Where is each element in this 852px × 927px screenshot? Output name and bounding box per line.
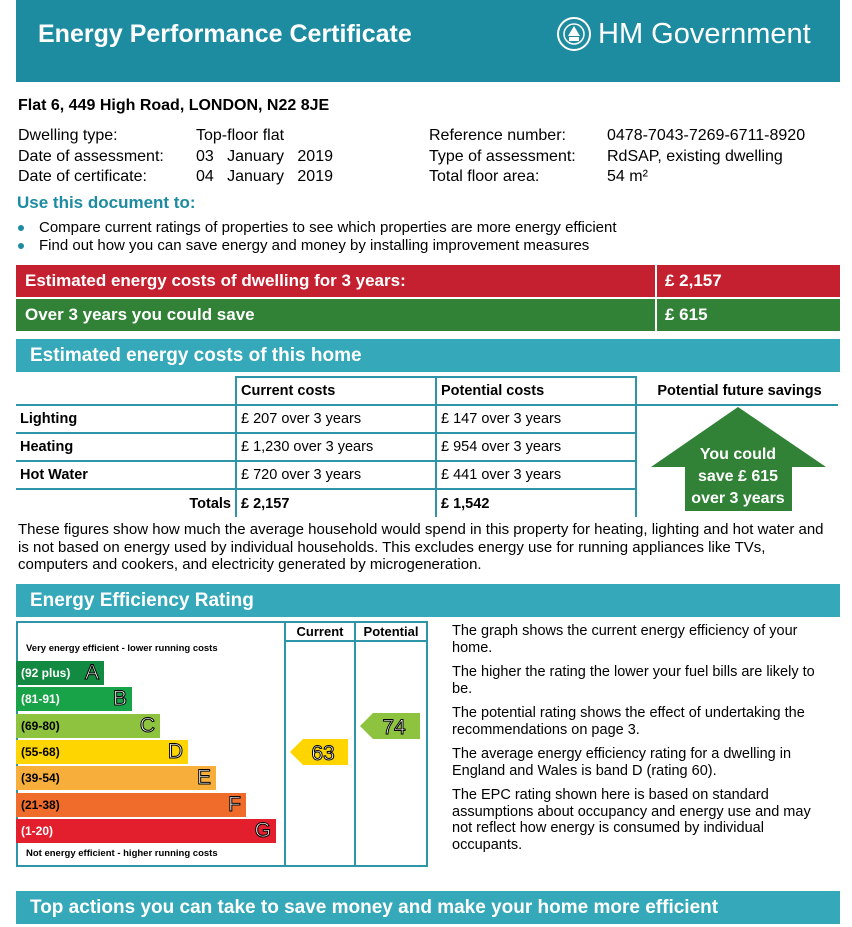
band-letter: F	[228, 792, 241, 816]
table-row: Heating £ 1,230 over 3 years £ 954 over 3 years	[16, 433, 838, 461]
potential-column-header: Potential	[363, 624, 419, 639]
assessment-type-value: RdSAP, existing dwelling	[607, 148, 783, 165]
use-document-heading: Use this document to:	[17, 193, 196, 212]
band-range: (1-20)	[21, 823, 54, 838]
col-current: Current costs	[236, 377, 436, 405]
rating-section-heading: Energy Efficiency Rating	[16, 584, 840, 617]
band-letter: E	[196, 766, 211, 790]
potential-rating-arrow	[360, 713, 420, 739]
totals-row: Totals £ 2,157 £ 1,542	[16, 489, 838, 517]
estimated-cost-label: Estimated energy costs of dwelling for 3 years:	[16, 265, 657, 297]
page-title: Energy Performance Certificate	[38, 20, 412, 48]
rating-band-d	[16, 740, 188, 764]
explanation-3: The potential rating shows the effect of undertaking the recommendations on page 3.	[452, 705, 805, 738]
rating-band-b	[16, 687, 132, 711]
date-assessment-label: Date of assessment:	[18, 148, 164, 165]
band-range: (39-54)	[21, 771, 60, 786]
band-letter: C	[139, 713, 155, 737]
band-range: (81-91)	[21, 692, 60, 707]
savings-value: £ 615	[665, 305, 708, 324]
band-range: (92 plus)	[21, 666, 71, 680]
top-scale-text: Very energy efficient - lower running costs	[26, 643, 218, 654]
table-row: Hot Water £ 720 over 3 years £ 441 over 3 years	[16, 461, 838, 489]
band-range: (55-68)	[21, 744, 60, 759]
estimated-cost-bar	[16, 265, 840, 297]
savings-bar	[16, 299, 840, 331]
assessment-type-label: Type of assessment:	[429, 148, 576, 165]
reference-label: Reference number:	[429, 127, 566, 144]
header-banner	[16, 0, 840, 82]
costs-note: These figures show how much the average household would spend in this property for heating, lighting and hot water and is not based on energy used by individual households. This excludes energy use for running appliances like TVs, computers and cookers, and electricity generated by microgeneration.	[18, 521, 824, 573]
floor-area-label: Total floor area:	[429, 168, 540, 185]
current-column-header: Current	[296, 624, 344, 639]
current-rating-arrow	[290, 739, 348, 765]
property-address: Flat 6, 449 High Road, LONDON, N22 8JE	[18, 97, 330, 114]
rating-band-e	[16, 766, 216, 790]
band-letter: D	[167, 739, 183, 763]
explanation-1: The graph shows the current energy efficiency of your home.	[452, 623, 798, 656]
actions-section-heading: Top actions you can take to save money and make your home more efficient	[16, 891, 840, 924]
explanation-2: The higher the rating the lower your fuel bills are likely to be.	[452, 664, 815, 697]
band-letter: G	[254, 818, 271, 842]
bottom-scale-text: Not energy efficient - higher running costs	[26, 848, 218, 859]
svg-text:You could: You could	[699, 446, 777, 463]
rating-band-c	[16, 714, 160, 738]
band-range: (21-38)	[21, 797, 60, 812]
dwelling-type-label: Dwelling type:	[18, 127, 118, 144]
government-name: HM Government	[598, 17, 811, 50]
estimated-cost-value: £ 2,157	[665, 271, 722, 290]
costs-section-heading: Estimated energy costs of this home	[16, 339, 840, 372]
rating-band-a	[16, 661, 104, 685]
date-certificate-label: Date of certificate:	[18, 168, 147, 185]
svg-text:over 3 years: over 3 years	[691, 490, 785, 507]
date-certificate-value: 04 January 2019	[196, 168, 333, 185]
svg-text:74: 74	[382, 715, 406, 739]
explanation-5: The EPC rating shown here is based on standard assumptions about occupancy and energy use and may not reflect how energy is consumed by individual occupants.	[452, 787, 811, 853]
band-range: (69-80)	[21, 718, 60, 733]
svg-text:63: 63	[311, 741, 335, 765]
rating-band-g	[16, 819, 276, 843]
rating-band-f	[16, 793, 246, 817]
band-letter: B	[112, 687, 127, 711]
date-assessment-value: 03 January 2019	[196, 148, 333, 165]
svg-text:save £ 615: save £ 615	[697, 468, 779, 485]
hm-government-logo	[556, 16, 811, 52]
list-item: Compare current ratings of properties to see which properties are more energy efficient	[18, 219, 617, 236]
list-item: Find out how you can save energy and money by installing improvement measures	[18, 237, 589, 254]
band-letter: A	[84, 661, 99, 684]
savings-label: Over 3 years you could save	[16, 299, 657, 331]
floor-area-value: 54 m²	[607, 168, 648, 185]
royal-crest-icon	[556, 16, 592, 52]
savings-arrow	[651, 407, 826, 511]
col-potential: Potential costs	[436, 377, 636, 405]
dwelling-type-value: Top-floor flat	[196, 127, 285, 144]
col-savings: Potential future savings	[636, 377, 838, 405]
explanation-4: The average energy efficiency rating for a dwelling in England and Wales is band D (rating 60).	[452, 746, 792, 779]
reference-value: 0478-7043-7269-6711-8920	[607, 127, 806, 144]
table-row: Lighting £ 207 over 3 years £ 147 over 3 years	[16, 405, 838, 433]
